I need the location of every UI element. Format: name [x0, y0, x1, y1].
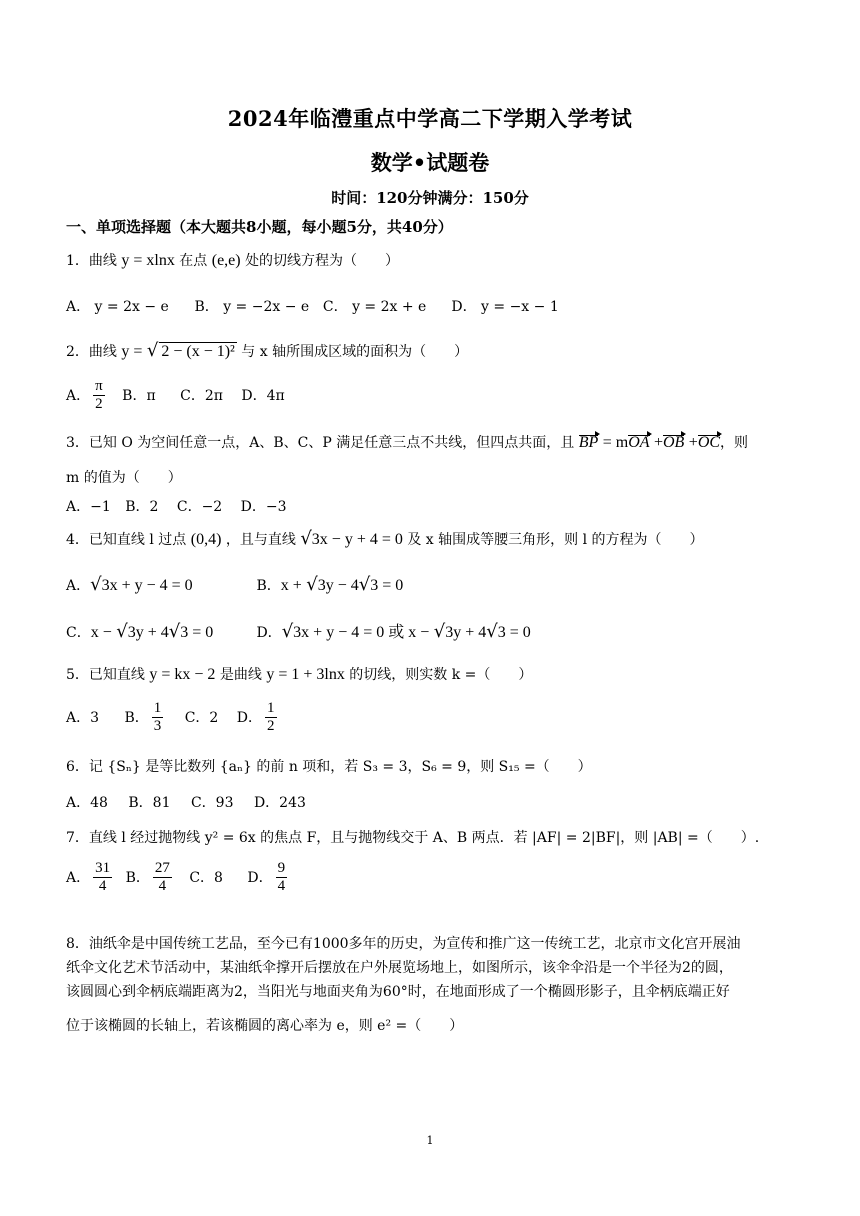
question-8: 8．油纸伞是中国传统工艺品，至今已有1000多年的历史，为宣传和推广这一传统工艺，北京市文化宫开展油 纸伞文化艺术节活动中，某油纸伞撑开后摆放在户外展览场地上，如图所示，该伞伞沿是一个半径为2的圆， 该圆圆心到伞柄底端距离为2，当阳光与地面夹角为60°时，在地面形成了一个椭圆形影子，且伞柄底端正好 位于该椭圆的长轴上，若该椭圆的离心率为 e，则 e² =（ ）: [66, 936, 741, 1034]
option-b[interactable]: B． y = −2x − e: [194, 299, 310, 315]
sqrt-icon: √: [486, 621, 498, 642]
question-6: 6．记 {Sₙ} 是等比数列 {aₙ} 的前 n 项和，若 S₃ = 3，S₆ = 9，则 S₁₅ =（ ）: [66, 759, 592, 775]
sqrt-icon: √: [306, 574, 318, 595]
vector-oc: OC: [697, 434, 721, 451]
option-a[interactable]: A．48: [66, 795, 108, 811]
question-5: 5．已知直线 y = kx − 2 是曲线 y = 1 + 3lnx 的切线，则实数 k =（ ）: [66, 666, 533, 683]
question-2-options: [66, 378, 285, 414]
question-7: 7．直线 l 经过抛物线 y² = 6x 的焦点 F，且与抛物线交于 A、B 两点．若 |AF| = 2|BF|，则 |AB| =（ ）.: [66, 830, 760, 846]
exam-title: 2024年临澧重点中学高二下学期入学考试: [227, 106, 633, 131]
sqrt-icon: √: [358, 574, 371, 595]
option-b[interactable]: B．π: [122, 387, 156, 404]
q1-expr: y = xlnx: [121, 252, 175, 269]
vector-bp: BP: [578, 434, 599, 451]
option-d[interactable]: D． y = −x − 1: [451, 299, 559, 315]
section-heading: 一、单项选择题（本大题共8小题，每小题5分，共40分）: [66, 218, 453, 236]
option-d[interactable]: D．−3: [240, 499, 287, 515]
question-1: 1．曲线 y = xlnx 在点 (e,e) 处的切线方程为（ ）: [66, 252, 400, 269]
question-6-options: [66, 792, 306, 812]
option-c[interactable]: C．93: [190, 795, 234, 811]
option-b[interactable]: B．81: [128, 795, 171, 811]
question-2: 2．曲线 y = √ 2 − (x − 1)² 与 x 轴所围成区域的面积为（ ）: [66, 340, 469, 361]
sqrt-icon: √: [168, 621, 181, 642]
q1-point: (e,e): [211, 252, 241, 269]
option-d[interactable]: D．243: [253, 795, 306, 811]
option-a[interactable]: A．−1: [66, 499, 111, 515]
option-c[interactable]: C．x − √3y + 4√3 = 0: [66, 621, 214, 642]
vector-ob: OB: [663, 434, 685, 451]
sqrt-icon: √: [433, 621, 446, 642]
sqrt-icon: √: [281, 621, 294, 642]
option-c[interactable]: C．−2: [176, 499, 223, 515]
option-b[interactable]: B．x + √3y − 4√3 = 0: [256, 574, 404, 595]
question-7-options: [66, 860, 290, 896]
option-d[interactable]: D．√3x + y − 4 = 0 或 x − √3y + 4√3 = 0: [256, 621, 531, 642]
option-a[interactable]: A． $\frac{31}{4}$: [66, 860, 111, 895]
option-d[interactable]: D．4π: [241, 387, 285, 404]
sqrt-icon: √: [300, 528, 312, 549]
option-c[interactable]: C．2: [184, 709, 219, 726]
option-d[interactable]: D． $\frac{1}{2}$: [236, 700, 275, 735]
question-4: 4．已知直线 l 过点 (0,4) ，且与直线 √3x − y + 4 = 0 及 x 轴围成等腰三角形，则 l 的方程为（ ）: [66, 528, 704, 549]
option-b[interactable]: B．2: [125, 499, 159, 515]
option-b[interactable]: B． $\frac{27}{4}$: [125, 860, 170, 895]
page-number: 1: [426, 1134, 434, 1147]
option-c[interactable]: C． y = 2x + e: [322, 299, 427, 315]
option-a[interactable]: A． y = 2x − e: [66, 299, 169, 315]
sqrt-icon: √: [116, 621, 128, 642]
option-c[interactable]: C．8: [189, 869, 223, 886]
question-4-options-ab: [66, 574, 403, 595]
question-3: 3．已知 O 为空间任意一点，A、B、C、P 满足任意三点不共线，但四点共面，且 BP = mOA +OB +OC，则: [66, 434, 749, 451]
sqrt-icon: √: [90, 574, 102, 595]
sqrt-icon: √: [146, 340, 159, 361]
time-info: 时间：120分钟满分：150分: [331, 189, 529, 207]
question-3-line2: m 的值为（ ）: [66, 470, 182, 486]
q2-radicand: 2 − (x − 1)²: [161, 343, 235, 360]
option-a[interactable]: A．√3x + y − 4 = 0: [66, 574, 193, 595]
option-b[interactable]: B． $\frac{1}{3}$: [124, 700, 162, 735]
option-c[interactable]: C．2π: [180, 387, 223, 404]
option-d[interactable]: D． $\frac{9}{4}$: [247, 860, 286, 895]
question-4-options-cd: [66, 619, 531, 642]
option-a[interactable]: A． $\frac{\pi}{2}$: [66, 378, 103, 413]
vector-oa: OA: [628, 434, 650, 451]
question-1-options: [66, 296, 559, 316]
question-3-options: [66, 496, 287, 516]
option-a[interactable]: A．3: [66, 709, 100, 726]
exam-subtitle: 数学•试题卷: [370, 150, 490, 175]
question-5-options: [66, 700, 280, 736]
